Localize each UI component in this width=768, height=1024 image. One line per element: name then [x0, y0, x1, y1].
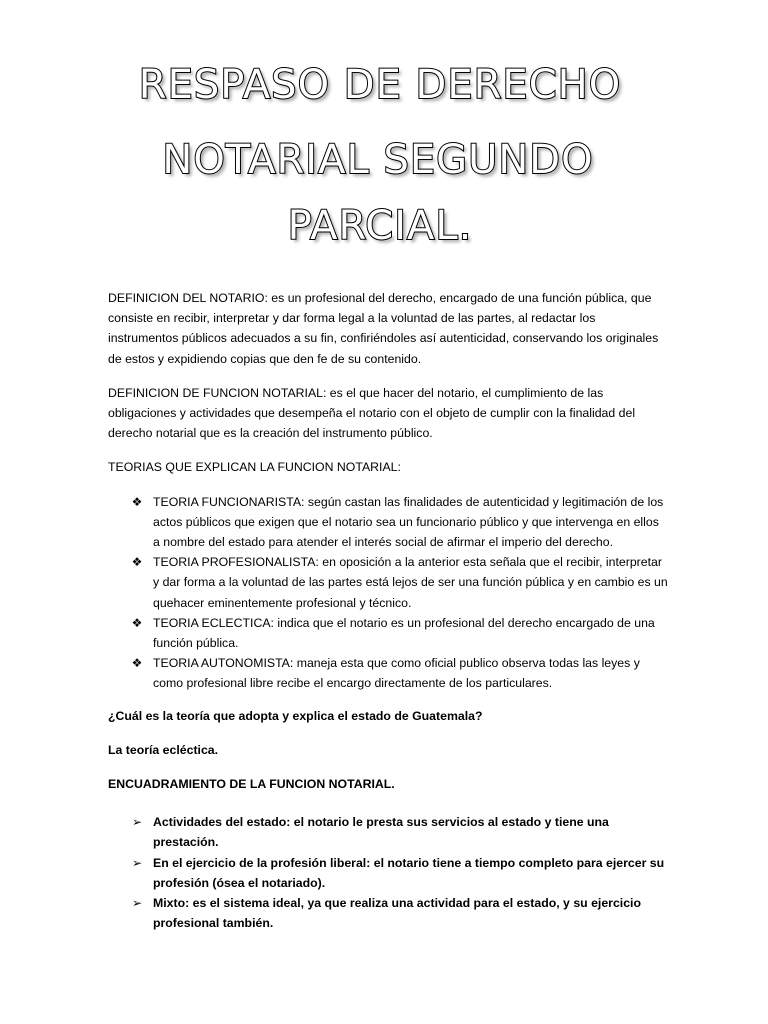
pregunta-text: ¿Cuál es la teoría que adopta y explica el estado de Guatemala?: [108, 708, 483, 723]
encuadramiento-heading: ENCUADRAMIENTO DE LA FUNCION NOTARIAL.: [108, 777, 395, 792]
arrow-bullet-icon: ➢: [131, 855, 143, 870]
teorias-heading: TEORIAS QUE EXPLICAN LA FUNCION NOTARIAL:: [108, 460, 401, 475]
diamond-bullet-icon: ❖: [131, 615, 143, 630]
title-line-3: PARCIAL.: [287, 203, 473, 249]
arrow-bullet-icon: ➢: [131, 815, 143, 830]
list-item-text: En el ejercicio de la profesión liberal: el notario tiene a tiempo completo para ejercer su profesión (ósea el notariado).: [153, 855, 665, 890]
list-item-text: TEORIA ECLECTICA: indica que el notario es un profesional del derecho encargado de una función pública.: [153, 615, 655, 651]
arrow-bullet-icon: ➢: [131, 896, 143, 911]
list-item: [108, 853, 668, 893]
list-item-text: TEORIA PROFESIONALISTA: en oposición a la anterior esta señala que el recibir, interpretar y dar forma a la voluntad de las partes está lejos de ser una función pública y en cambio es un quehacer eminentemente profesional y técnico.: [153, 555, 668, 610]
list-item-text: TEORIA FUNCIONARISTA: según castan las finalidades de autenticidad y legitimación de los actos públicos que exigen que el notario sea un funcionario público y que intervenga en ellos a nombre del estado para atender el interés social de afirmar el imperio del derecho.: [153, 494, 664, 550]
diamond-bullet-icon: ❖: [131, 656, 143, 671]
teorias-list: [108, 492, 668, 694]
title-line-2: NOTARIAL SEGUNDO: [162, 137, 594, 183]
list-item-text: Mixto: es el sistema ideal, ya que realiza una actividad para el estado, y su ejercicio profesional también.: [153, 896, 641, 931]
list-item: [108, 613, 668, 653]
list-item: [108, 552, 668, 613]
document-body: [108, 288, 668, 945]
list-item: [108, 492, 668, 553]
respuesta-text: La teoría ecléctica.: [108, 742, 219, 757]
list-item: [108, 653, 668, 693]
list-item-text: TEORIA AUTONOMISTA: maneja esta que como oficial publico observa todas las leyes y como profesional libre recibe el encargo directamente de los particulares.: [153, 656, 640, 691]
list-item-text: Actividades del estado: el notario le presta sus servicios al estado y tiene una prestación.: [153, 815, 609, 850]
encuadramiento-list: [108, 812, 668, 933]
list-item: [108, 812, 668, 852]
diamond-bullet-icon: ❖: [131, 555, 143, 570]
title-line-1: RESPASO DE DERECHO: [138, 62, 622, 108]
list-item: [108, 893, 668, 933]
diamond-bullet-icon: ❖: [131, 494, 143, 509]
definicion-notario-paragraph: DEFINICION DEL NOTARIO: es un profesional del derecho, encargado de una función pública, que consiste en recibir, interpretar y dar forma legal a la voluntad de las partes, al redactar los instrumentos públicos adecuados a su fin, confiriéndoles así autenticidad, conservando los originales de estos y expidiendo copias que den fe de su contenido.: [108, 291, 659, 366]
definicion-funcion-paragraph: DEFINICION DE FUNCION NOTARIAL: es el que hacer del notario, el cumplimiento de las obligaciones y actividades que desempeña el notario con el objeto de cumplir con la finalidad del derecho notarial que es la creación del instrumento público.: [108, 385, 636, 441]
